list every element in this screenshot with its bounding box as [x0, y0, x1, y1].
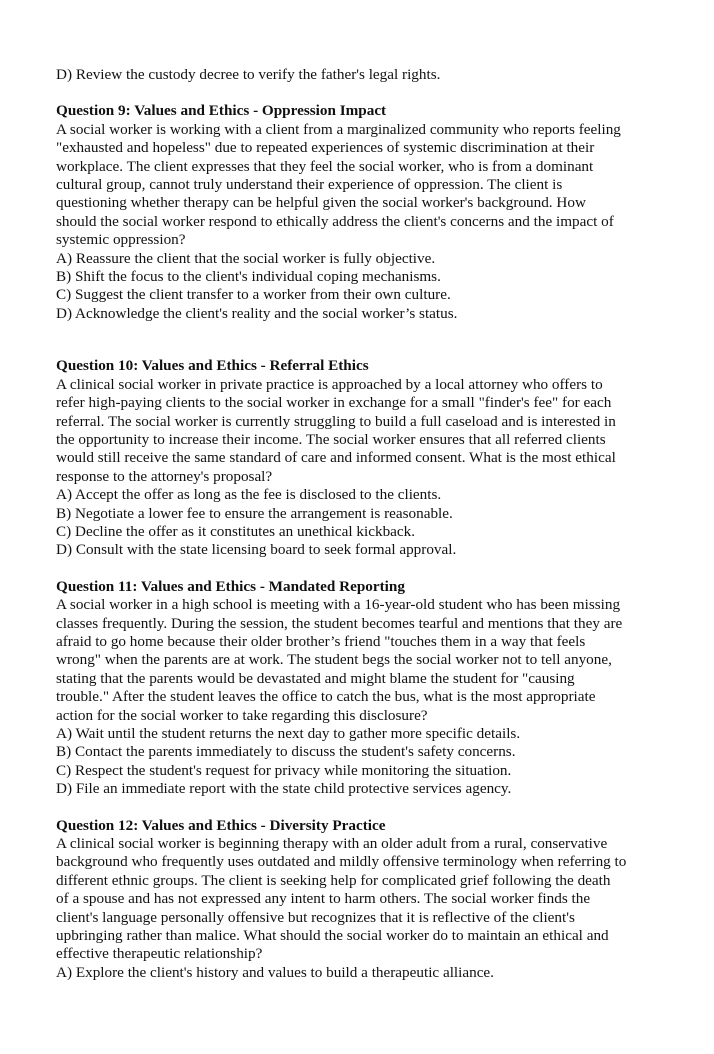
question-text-line: A clinical social worker in private practice is approached by a local attorney who offers to	[56, 375, 603, 393]
question-text-line: stating that the parents would be devastated and might blame the student for "causing	[56, 669, 575, 687]
answer-option-d: D) File an immediate report with the state child protective services agency.	[56, 780, 512, 798]
question-text-line: would still receive the same standard of care and informed consent. What is the most ethical	[56, 449, 616, 467]
document-page	[56, 66, 666, 982]
answer-option-c: C) Suggest the client transfer to a worker from their own culture.	[56, 286, 451, 304]
question-text-line: different ethnic groups. The client is seeking help for complicated grief following the death	[56, 871, 611, 889]
question-9	[56, 102, 666, 323]
spacer	[56, 799, 666, 817]
question-10	[56, 357, 666, 559]
spacer	[56, 560, 666, 578]
question-12	[56, 817, 666, 983]
question-11	[56, 578, 666, 799]
answer-option-c: C) Respect the student's request for privacy while monitoring the situation.	[56, 761, 512, 779]
question-text-line: "exhausted and hopeless" due to repeated experiences of systemic discrimination at their	[56, 139, 595, 157]
question-title: Question 9: Values and Ethics - Oppression Impact	[56, 102, 387, 120]
question-text-line: background who frequently uses outdated and mildly offensive terminology when referring to	[56, 853, 627, 871]
question-text-line: client's language personally offensive but recognizes that it is reflective of the client's	[56, 908, 575, 926]
answer-option-b: B) Negotiate a lower fee to ensure the arrangement is reasonable.	[56, 504, 453, 522]
answer-option-d: D) Acknowledge the client's reality and the social worker’s status.	[56, 304, 458, 322]
answer-option-a: A) Explore the client's history and values to build a therapeutic alliance.	[56, 963, 494, 981]
question-text-line: effective therapeutic relationship?	[56, 945, 263, 963]
previous-question-option-d: D) Review the custody decree to verify the father's legal rights.	[56, 66, 441, 83]
question-text-line: afraid to go home because their older brother’s friend "touches them in a way that feels	[56, 632, 586, 650]
answer-option-b: B) Contact the parents immediately to discuss the student's safety concerns.	[56, 743, 516, 761]
question-text-line: wrong" when the parents are at work. The student begs the social worker not to tell anyone,	[56, 651, 612, 669]
question-text-line: of a spouse and has not expressed any intent to harm others. The social worker finds the	[56, 890, 591, 908]
answer-option-a: A) Accept the offer as long as the fee is disclosed to the clients.	[56, 486, 442, 504]
question-title: Question 10: Values and Ethics - Referral Ethics	[56, 357, 369, 375]
spacer	[56, 84, 666, 102]
question-text-line: should the social worker respond to ethically address the client's concerns and the impact of	[56, 212, 614, 230]
question-text-line: A social worker is working with a client from a marginalized community who reports feeling	[56, 120, 621, 138]
question-text-line: workplace. The client expresses that they feel the social worker, who is from a dominant	[56, 157, 594, 175]
question-text-line: questioning whether therapy can be helpful given the social worker's background. How	[56, 194, 586, 212]
answer-option-a: A) Reassure the client that the social worker is fully objective.	[56, 249, 436, 267]
question-text-line: cultural group, cannot truly understand their experience of oppression. The client is	[56, 176, 563, 194]
question-text-line: A social worker in a high school is meeting with a 16-year-old student who has been missing	[56, 596, 621, 614]
answer-option-b: B) Shift the focus to the client's individual coping mechanisms.	[56, 268, 441, 286]
question-text-line: systemic oppression?	[56, 231, 186, 249]
question-text-line: action for the social worker to take regarding this disclosure?	[56, 706, 428, 724]
spacer	[56, 323, 666, 357]
answer-option-c: C) Decline the offer as it constitutes an unethical kickback.	[56, 522, 416, 540]
question-title: Question 12: Values and Ethics - Diversity Practice	[56, 816, 386, 834]
question-text-line: classes frequently. During the session, the student becomes tearful and mentions that they are	[56, 614, 623, 632]
answer-option-d: D) Consult with the state licensing board to seek formal approval.	[56, 541, 457, 559]
question-title: Question 11: Values and Ethics - Mandated Reporting	[56, 577, 405, 595]
question-text-line: response to the attorney's proposal?	[56, 467, 273, 485]
question-text-line: refer high-paying clients to the social worker in exchange for a small "finder's fee" for each	[56, 394, 612, 412]
question-text-line: referral. The social worker is currently struggling to build a full caseload and is interested in	[56, 412, 616, 430]
question-text-line: trouble." After the student leaves the office to catch the bus, what is the most appropriate	[56, 688, 596, 706]
answer-option-a: A) Wait until the student returns the next day to gather more specific details.	[56, 725, 521, 742]
question-text-line: upbringing rather than malice. What should the social worker do to maintain an ethical and	[56, 927, 609, 945]
question-text-line: the opportunity to increase their income. The social worker ensures that all referred clients	[56, 430, 606, 448]
question-text-line: A clinical social worker is beginning therapy with an older adult from a rural, conservative	[56, 835, 608, 853]
